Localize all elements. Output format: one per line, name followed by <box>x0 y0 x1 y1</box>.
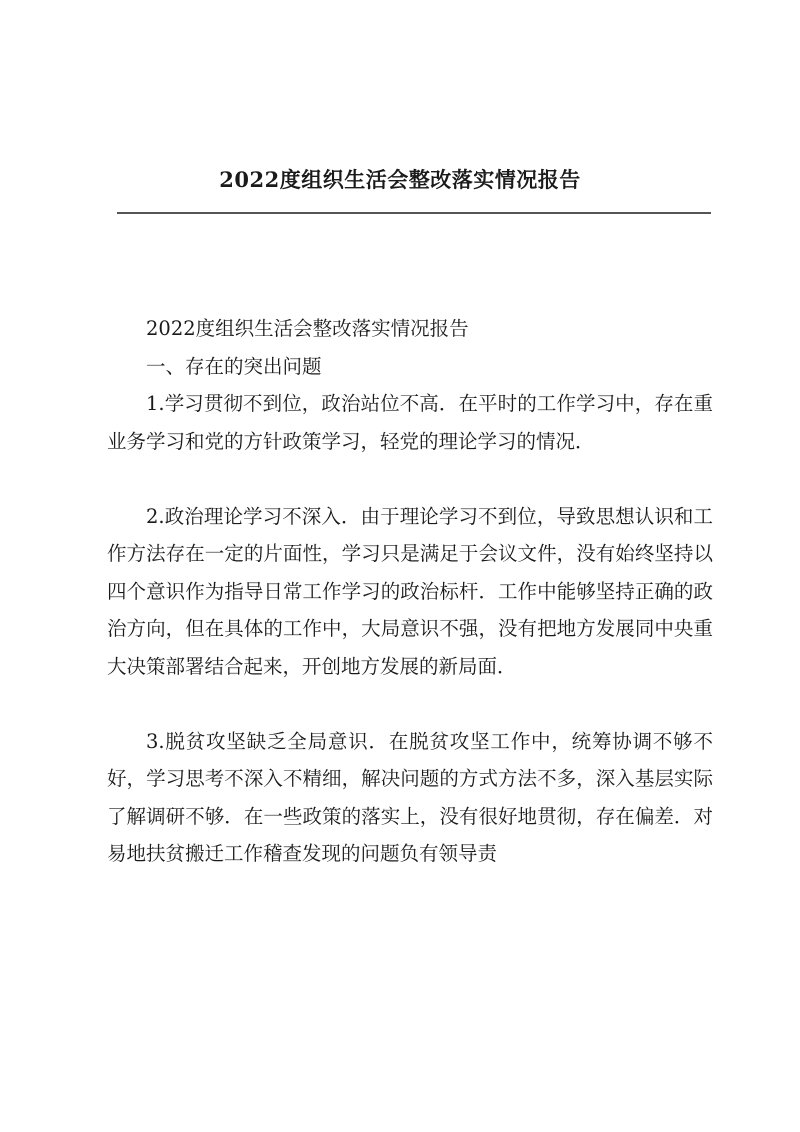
paragraph-spacer <box>107 460 713 498</box>
header-divider <box>117 212 711 214</box>
paragraph-2: 2.政治理论学习不深入．由于理论学习不到位，导致思想认识和工作方法存在一定的片面性，学习只是满足于会议文件，没有始终坚持以四个意识作为指导日常工作学习的政治标杆．工作中能够坚持正确的政治方向，但在具体的工作中，大局意识不强，没有把地方发展同中央重大决策部署结合起来，开创地方发展的新局面． <box>107 504 713 678</box>
paragraph-spacer <box>107 685 713 723</box>
document-title-line: 2022度组织生活会整改落实情况报告 <box>146 317 469 340</box>
paragraph-3: 3.脱贫攻坚缺乏全局意识．在脱贫攻坚工作中，统筹协调不够不好，学习思考不深入不精细，解决问题的方式方法不多，深入基层实际了解调研不够．在一些政策的落实上，没有很好地贯彻，存在偏差．对易地扶贫搬迁工作稽查发现的问题负有领导责 <box>107 729 713 865</box>
section-heading: 一、存在的突出问题 <box>146 354 322 378</box>
page-header-title: 2022度组织生活会整改落实情况报告 <box>219 167 581 192</box>
document-body <box>107 310 713 873</box>
paragraph-1: 1.学习贯彻不到位，政治站位不高．在平时的工作学习中，存在重业务学习和党的方针政策学习，轻党的理论学习的情况． <box>107 392 713 453</box>
